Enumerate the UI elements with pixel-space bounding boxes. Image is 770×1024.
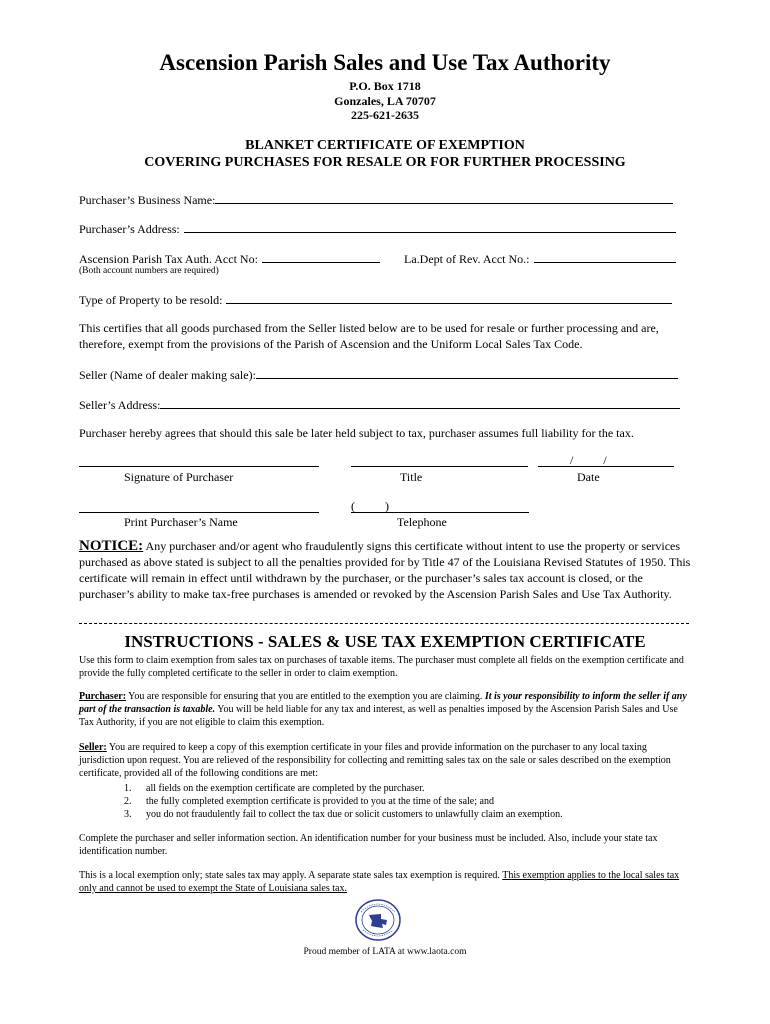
seller-name-line[interactable]: [256, 367, 678, 379]
business-name-line[interactable]: [215, 192, 673, 204]
telephone-label: Telephone: [397, 515, 447, 529]
title-line[interactable]: [351, 466, 528, 467]
property-type-field[interactable]: [79, 292, 672, 308]
purchaser-instructions: [79, 690, 691, 729]
signature-line[interactable]: [79, 466, 319, 467]
tax-acct-label: Ascension Parish Tax Auth. Acct No:: [79, 252, 258, 266]
date-field[interactable]: [538, 453, 674, 466]
page-title: Ascension Parish Sales and Use Tax Authority: [159, 50, 611, 75]
notice-paragraph: [79, 538, 691, 602]
seller-instructions: [79, 741, 691, 780]
tax-acct-line[interactable]: [262, 251, 380, 263]
date-label: Date: [577, 470, 600, 484]
authority-phone: 225-621-2635: [351, 108, 419, 122]
purchaser-address-line[interactable]: [184, 221, 676, 233]
lata-seal-icon: [354, 898, 402, 942]
seller-address-label: Seller’s Address:: [79, 398, 161, 412]
conditions-list: [124, 782, 684, 821]
print-name-line[interactable]: [79, 512, 319, 513]
local-underlined-text: This exemption applies to the local sales tax only and cannot be used to exempt the State of Louisiana sales tax.: [79, 870, 680, 894]
date-slashes: / /: [570, 453, 607, 467]
notice-label: NOTICE:: [79, 538, 144, 554]
purchaser-address-label: Purchaser’s Address:: [79, 222, 180, 236]
property-type-line[interactable]: [226, 292, 672, 304]
seller-text: You are required to keep a copy of this exemption certificate in your files and provide information on the purchaser to any local taxing jurisdiction upon request. You are relieved of the responsibility for collecting and remitting sales tax on the sale or sales described on the exemption certificate, provided all of the following conditions are met:: [79, 742, 671, 779]
seller-name-label: Seller (Name of dealer making sale):: [79, 368, 256, 382]
seller-label: Seller:: [79, 742, 107, 753]
instructions-intro: Use this form to claim exemption from sales tax on purchases of taxable items. The purchaser must complete all fields on the exemption certificate and provide the fully completed certificate to the seller in order to claim exemption.: [79, 655, 684, 679]
business-name-label: Purchaser’s Business Name:: [79, 193, 216, 207]
purchaser-bold-text: It is your responsibility to inform the seller if any part of the transaction is taxable.: [79, 691, 687, 715]
phone-parens: ( ): [351, 499, 389, 513]
property-type-label: Type of Property to be resold:: [79, 293, 223, 307]
business-name-field[interactable]: [79, 192, 673, 208]
certificate-subtitle: COVERING PURCHASES FOR RESALE OR FOR FURTHER PROCESSING: [144, 155, 626, 170]
la-acct-line[interactable]: [534, 251, 676, 263]
telephone-field[interactable]: [351, 499, 529, 512]
purchaser-text-1: You are responsible for ensuring that you are entitled to the exemption you are claiming.: [128, 691, 483, 702]
condition-item: 3. you do not fraudulently fail to collect the tax due or solicit customers to unlawfully claim an exemption.: [124, 809, 563, 820]
section-divider: [79, 623, 689, 624]
complete-instructions: Complete the purchaser and seller information section. An identification number for your business must be included. Also, include your state tax identification number.: [79, 833, 658, 857]
address-field[interactable]: [79, 221, 676, 237]
liability-statement: Purchaser hereby agrees that should this sale be later held subject to tax, purchaser assumes full liability for the tax.: [79, 426, 634, 440]
seller-address-field[interactable]: [79, 397, 680, 413]
print-name-label: Print Purchaser’s Name: [124, 515, 238, 529]
instructions-heading: INSTRUCTIONS - SALES & USE TAX EXEMPTION CERTIFICATE: [124, 632, 646, 651]
title-label: Title: [400, 470, 423, 484]
la-acct-field[interactable]: [404, 251, 676, 267]
local-exemption-note: [79, 869, 691, 895]
la-acct-label: La.Dept of Rev. Acct No.:: [404, 252, 530, 266]
notice-text: Any purchaser and/or agent who fraudulently signs this certificate without intent to use the property or services purchased as above stated is subject to all the penalties provided for by Title 47 of the Louisiana Revised Statutes of 1950. This certificate will remain in effect until withdrawn by the purchaser, or the purchaser’s sales tax account is closed, or the purchaser’s ability to make tax-free purchases is amended or revoked by the Ascension Parish Sales and Use Tax Authority.: [79, 539, 691, 601]
condition-item: 2. the fully completed exemption certificate is provided to you at the time of the sale; and: [124, 796, 494, 807]
city-state-zip: Gonzales, LA 70707: [334, 94, 436, 108]
tax-acct-field[interactable]: [79, 251, 380, 267]
local-text: This is a local exemption only; state sales tax may apply. A separate state sales tax exemption is required.: [79, 870, 500, 881]
purchaser-label: Purchaser:: [79, 691, 127, 702]
telephone-line[interactable]: [351, 512, 529, 513]
purchaser-text-2: You will be held liable for any tax and interest, as well as penalties imposed by the Ascension Parish Sales and Use Tax Authority, if you are not eligible to claim this exemption.: [79, 704, 678, 728]
seller-name-field[interactable]: [79, 367, 678, 383]
certificate-title: BLANKET CERTIFICATE OF EXEMPTION: [245, 138, 525, 153]
certify-paragraph: This certifies that all goods purchased from the Seller listed below are to be used for resale or further processing and are, therefore, exempt from the provisions of the Parish of Ascension and the Uniform Local Sales Tax Code.: [79, 321, 659, 351]
both-required-note: (Both account numbers are required): [79, 266, 219, 276]
signature-label: Signature of Purchaser: [124, 470, 234, 484]
footer-text: Proud member of LATA at www.laota.com: [303, 947, 467, 957]
condition-item: 1. all fields on the exemption certificate are completed by the purchaser.: [124, 783, 425, 794]
seller-address-line[interactable]: [160, 397, 680, 409]
po-box: P.O. Box 1718: [349, 79, 421, 93]
